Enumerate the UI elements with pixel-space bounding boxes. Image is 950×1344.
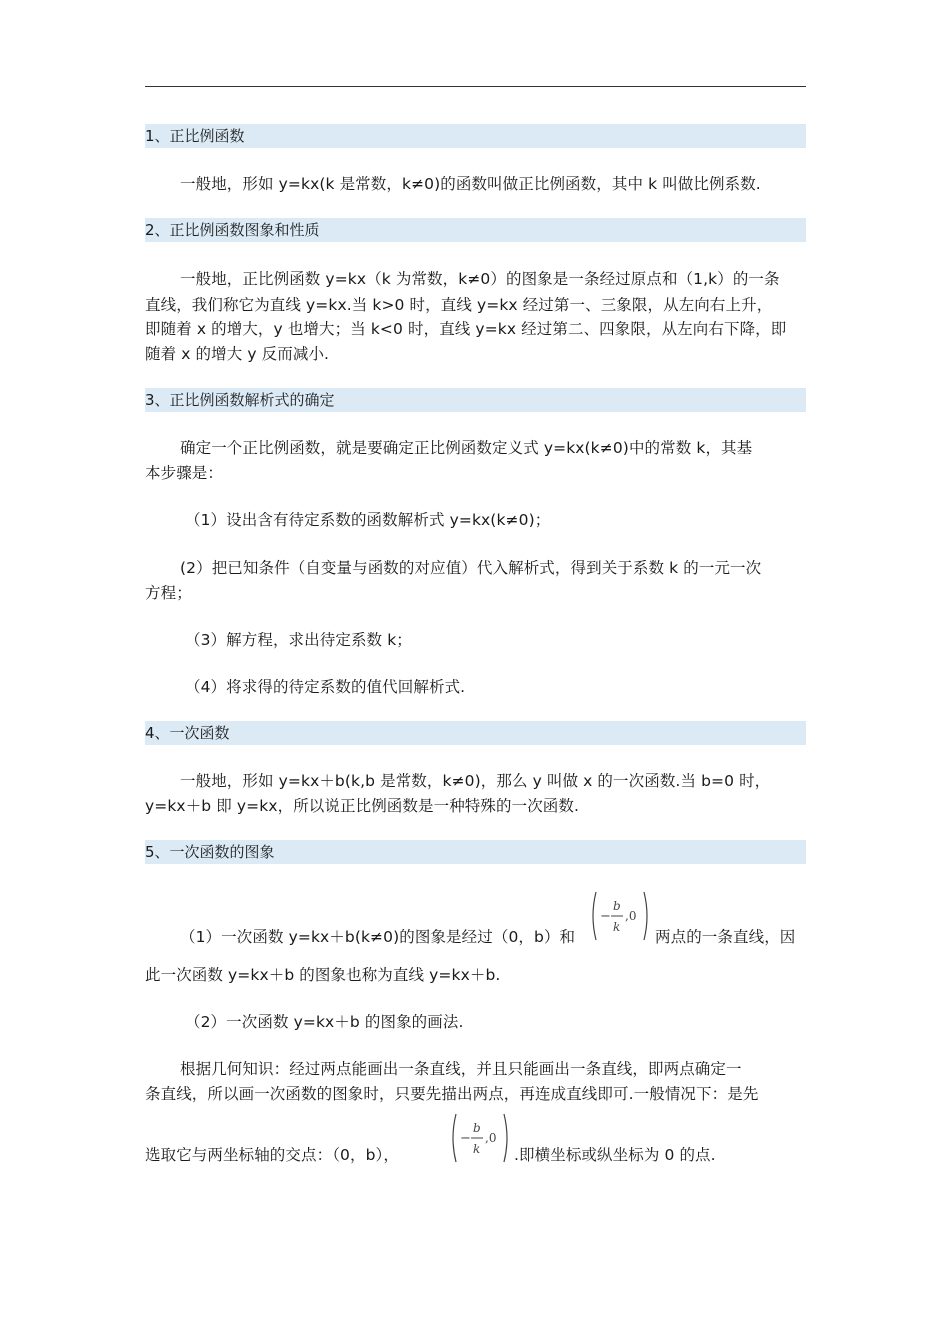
step-3: （3）解方程，求出待定系数 k； bbox=[185, 631, 412, 649]
fraction-numerator: b bbox=[613, 899, 621, 913]
paragraph-2-line-2: 直线，我们称它为直线 y=kx.当 k>0 时，直线 y=kx 经过第一、三象限，从左向右上升， bbox=[145, 296, 773, 314]
step-4: （4）将求得的待定系数的值代回解析式. bbox=[185, 678, 466, 696]
step-2-line-2: 方程； bbox=[145, 584, 192, 602]
paragraph-4-line-1: 一般地，形如 y=kx＋b(k,b 是常数，k≠0)，那么 y 叫做 x 的一次函数.当 b=0 时， bbox=[180, 772, 771, 790]
fraction-minus: − bbox=[600, 909, 611, 924]
fraction-minus: − bbox=[460, 1131, 471, 1146]
fraction-denominator: k bbox=[613, 920, 621, 934]
paragraph-5-1-line-2: 此一次函数 y=kx＋b 的图象也称为直线 y=kx＋b. bbox=[145, 966, 501, 984]
paragraph-3-line-1: 确定一个正比例函数，就是要确定正比例函数定义式 y=kx(k≠0)中的常数 k，其基 bbox=[180, 439, 753, 457]
fraction-point-formula-2 bbox=[448, 1110, 512, 1166]
paragraph-2-line-1: 一般地，正比例函数 y=kx（k 为常数，k≠0）的图象是一条经过原点和（1,k）的一条 bbox=[180, 270, 780, 288]
paragraph-5-3-line-3-end: .即横坐标或纵坐标为 0 的点. bbox=[514, 1146, 716, 1164]
paragraph-5-1-start: （1）一次函数 y=kx＋b(k≠0)的图象是经过（0，b）和 bbox=[180, 928, 576, 946]
paragraph-5-3-line-1: 根据几何知识：经过两点能画出一条直线，并且只能画出一条直线，即两点确定一 bbox=[180, 1060, 742, 1078]
paragraph-5-3-line-3-start: 选取它与两坐标轴的交点：（0，b）， bbox=[145, 1146, 400, 1164]
paragraph-2-line-3: 即随着 x 的增大，y 也增大；当 k<0 时，直线 y=kx 经过第二、四象限，从左向右下降，即 bbox=[145, 320, 787, 338]
step-1: （1）设出含有待定系数的函数解析式 y=kx(k≠0)； bbox=[185, 511, 551, 529]
paragraph-5-3-line-2: 条直线，所以画一次函数的图象时，只要先描出两点，再连成直线即可.一般情况下：是先 bbox=[145, 1085, 759, 1103]
paragraph-5-2: （2）一次函数 y=kx＋b 的图象的画法. bbox=[185, 1013, 464, 1031]
paragraph-1: 一般地，形如 y=kx(k 是常数，k≠0)的函数叫做正比例函数，其中 k 叫做比例系数. bbox=[180, 175, 761, 193]
fraction-point-formula bbox=[588, 888, 652, 944]
paragraph-4-line-2: y=kx＋b 即 y=kx，所以说正比例函数是一种特殊的一次函数. bbox=[145, 797, 580, 815]
top-rule bbox=[145, 86, 806, 87]
section-heading-2: 2、正比例函数图象和性质 bbox=[145, 218, 806, 242]
paragraph-5-1-end: 两点的一条直线，因 bbox=[655, 928, 796, 946]
fraction-numerator: b bbox=[473, 1121, 481, 1135]
section-heading-5: 5、一次函数的图象 bbox=[145, 840, 806, 864]
paragraph-3-line-2: 本步骤是： bbox=[145, 464, 224, 482]
fraction-denominator: k bbox=[473, 1142, 481, 1156]
fraction-tail: ,0 bbox=[485, 1131, 497, 1145]
step-2-line-1: (2）把已知条件（自变量与函数的对应值）代入解析式，得到关于系数 k 的一元一次 bbox=[180, 559, 762, 577]
section-heading-4: 4、一次函数 bbox=[145, 721, 806, 745]
paragraph-2-line-4: 随着 x 的增大 y 反而减小. bbox=[145, 345, 330, 363]
section-heading-1: 1、正比例函数 bbox=[145, 124, 806, 148]
fraction-tail: ,0 bbox=[625, 909, 637, 923]
section-heading-3: 3、正比例函数解析式的确定 bbox=[145, 388, 806, 412]
